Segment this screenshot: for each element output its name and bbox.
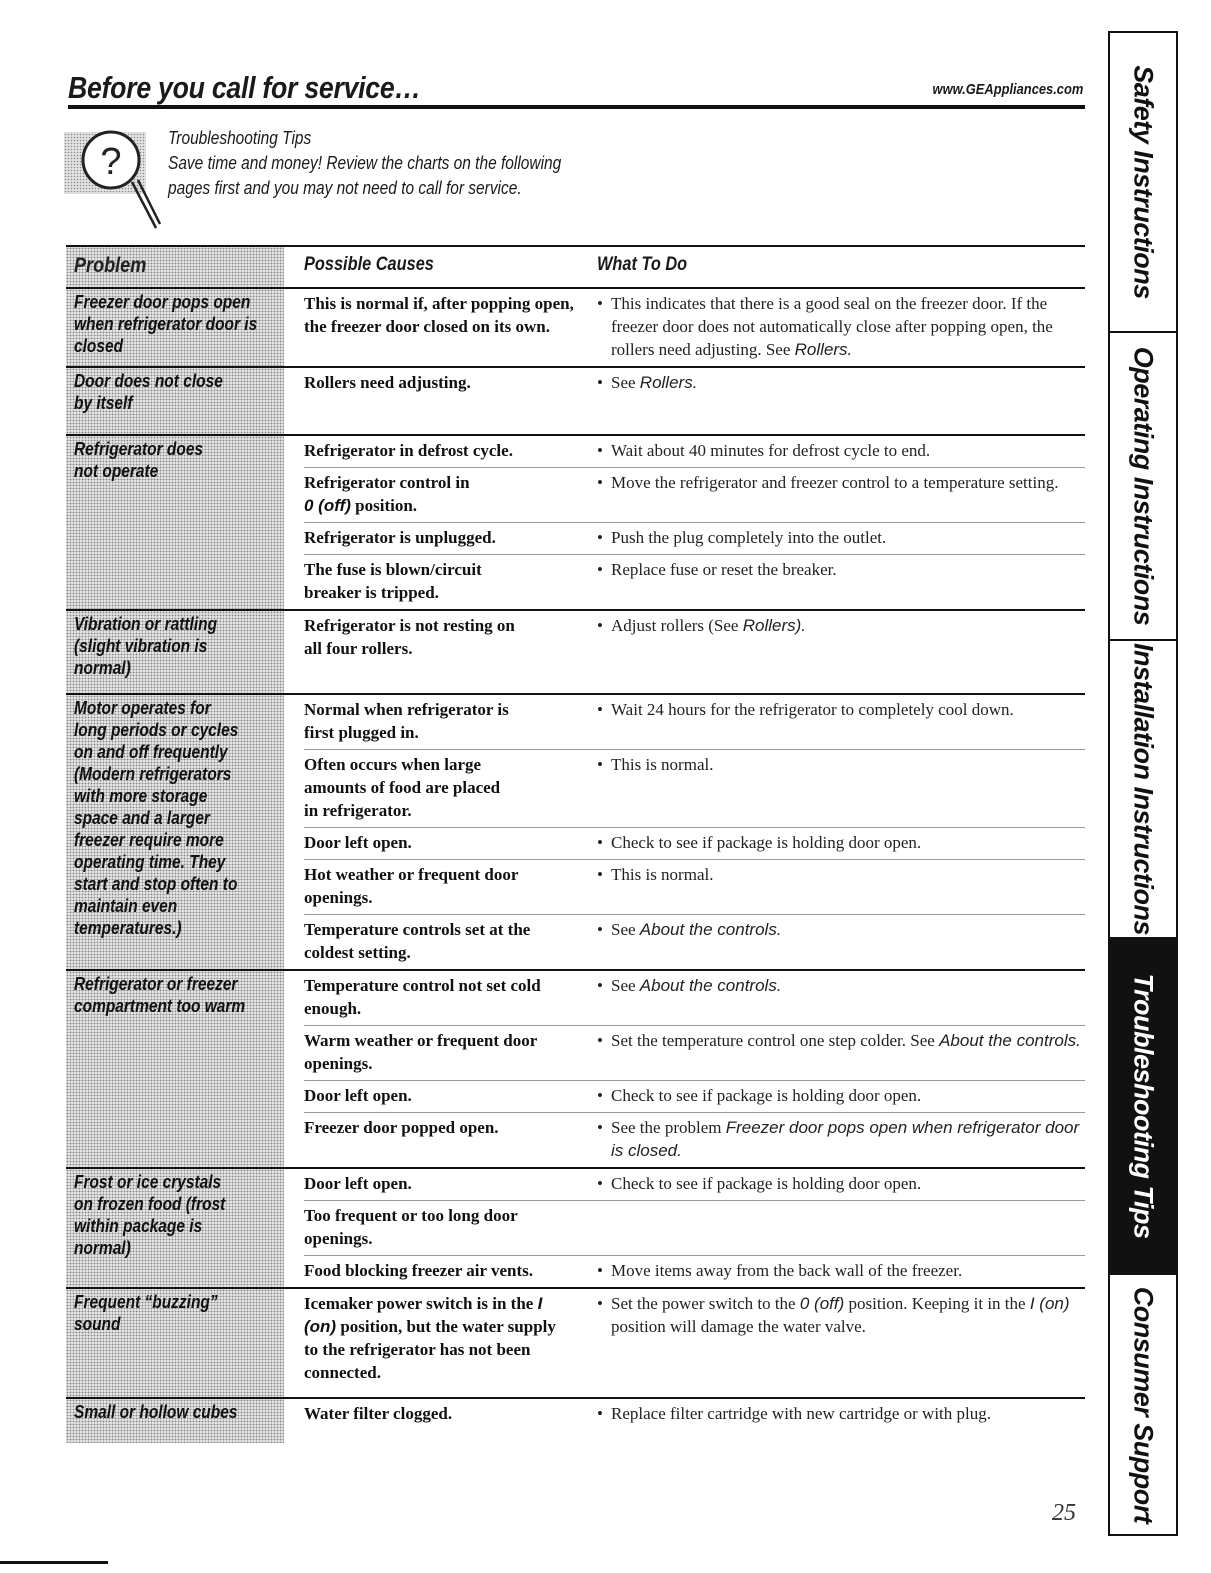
cause-row bbox=[304, 827, 1085, 859]
bullet-icon: • bbox=[597, 700, 603, 719]
bullet-icon: • bbox=[597, 373, 603, 392]
page-title: Before you call for service… bbox=[68, 70, 421, 105]
bullet-icon: • bbox=[597, 1404, 603, 1423]
table-row bbox=[66, 611, 1085, 695]
cause-text: This is normal if, after popping open, the freezer door closed on its own. bbox=[304, 294, 574, 336]
cause-text: Warm weather or frequent door openings. bbox=[304, 1031, 537, 1073]
table-row bbox=[66, 289, 1085, 368]
problem-label: Frequent “buzzing” sound bbox=[74, 1292, 218, 1334]
bullet-icon: • bbox=[597, 1118, 603, 1137]
todo-text: Move the refrigerator and freezer control to a temperature setting. bbox=[611, 473, 1059, 492]
bullet-icon: • bbox=[597, 294, 603, 313]
todo-text: Replace filter cartridge with new cartridge or with plug. bbox=[611, 1404, 991, 1423]
todo-text: Push the plug completely into the outlet. bbox=[611, 528, 887, 547]
table-header-row bbox=[66, 245, 1085, 289]
header-rule bbox=[68, 105, 1085, 109]
todo-text bbox=[597, 1204, 1085, 1250]
tab-consumer-support[interactable] bbox=[1110, 1275, 1176, 1534]
todo-text: This indicates that there is a good seal on the freezer door. If the freezer door does not automatically close after popping open, the rollers need adjusting. See bbox=[611, 294, 1053, 359]
troubleshooting-table bbox=[66, 245, 1085, 1443]
cause-row bbox=[304, 368, 1085, 399]
todo-text: Check to see if package is holding door open. bbox=[611, 1174, 922, 1193]
cause-row bbox=[304, 436, 1085, 467]
todo-text: Wait 24 hours for the refrigerator to completely cool down. bbox=[611, 700, 1014, 719]
todo-reference: Freezer door pops open when refrigerator door is closed. bbox=[611, 1118, 1080, 1160]
cause-text: Often occurs when large amounts of food are placed in refrigerator. bbox=[304, 755, 501, 820]
bullet-icon: • bbox=[597, 616, 603, 635]
bullet-icon: • bbox=[597, 1174, 603, 1193]
cause-text: Hot weather or frequent door openings. bbox=[304, 865, 519, 907]
todo-reference-2: I (on) bbox=[1029, 1294, 1070, 1313]
cause-text: Freezer door popped open. bbox=[304, 1118, 499, 1137]
cause-text: Normal when refrigerator is first plugged in. bbox=[304, 700, 509, 742]
todo-text: Check to see if package is holding door open. bbox=[611, 833, 922, 852]
tab-troubleshooting-tips[interactable] bbox=[1110, 939, 1176, 1275]
todo-reference: 0 (off) bbox=[799, 1294, 845, 1313]
todo-reference: Rollers). bbox=[742, 616, 807, 635]
cause-tail: position, but the water supply to the refrigerator has not been connected. bbox=[304, 1317, 556, 1382]
cause-text: Icemaker power switch is in the bbox=[304, 1294, 534, 1313]
cause-text: Door left open. bbox=[304, 1174, 412, 1193]
table-row bbox=[66, 368, 1085, 436]
cause-text: Temperature control not set cold enough. bbox=[304, 976, 541, 1018]
bullet-icon: • bbox=[597, 1261, 603, 1280]
todo-text: Move items away from the back wall of the freezer. bbox=[611, 1261, 963, 1280]
todo-text: See the problem bbox=[611, 1118, 722, 1137]
bullet-icon: • bbox=[597, 755, 603, 774]
tab-installation-instructions[interactable] bbox=[1110, 641, 1176, 939]
problem-label: Motor operates for long periods or cycles on and off frequently (Modern refrigerators with more storage space and a larger freezer require more operating time. They start and stop often to maintain even temperatures.) bbox=[74, 698, 239, 938]
cause-tail: position. bbox=[355, 496, 418, 515]
bullet-icon: • bbox=[597, 976, 603, 995]
todo-reference: Rollers. bbox=[794, 340, 853, 359]
bullet-icon: • bbox=[597, 560, 603, 579]
todo-text: Adjust rollers (See bbox=[611, 616, 739, 635]
cause-row bbox=[304, 467, 1085, 522]
cause-text: Refrigerator in defrost cycle. bbox=[304, 441, 513, 460]
problem-label: Refrigerator or freezer compartment too warm bbox=[74, 974, 246, 1016]
todo-reference: Rollers. bbox=[639, 373, 698, 392]
todo-reference: About the controls. bbox=[639, 920, 782, 939]
bullet-icon: • bbox=[597, 441, 603, 460]
section-tabs bbox=[1108, 31, 1178, 1536]
tab-label: Installation Instructions bbox=[1128, 642, 1159, 936]
cause-row bbox=[304, 859, 1085, 914]
cause-text: Refrigerator is unplugged. bbox=[304, 528, 496, 547]
bullet-icon: • bbox=[597, 833, 603, 852]
bullet-icon: • bbox=[597, 865, 603, 884]
cause-row bbox=[304, 971, 1085, 1025]
cause-row bbox=[304, 611, 1085, 665]
problem-header: Problem bbox=[74, 254, 147, 277]
intro-line-3: pages first and you may not need to call for service. bbox=[168, 178, 522, 198]
cause-row bbox=[304, 289, 1085, 366]
cause-text: Rollers need adjusting. bbox=[304, 373, 471, 392]
todo-text: See bbox=[611, 373, 636, 392]
todo-header: What To Do bbox=[597, 254, 688, 275]
tab-operating-instructions[interactable] bbox=[1110, 333, 1176, 641]
problem-header-cell bbox=[66, 247, 284, 287]
site-url[interactable]: www.GEAppliances.com bbox=[932, 81, 1083, 98]
todo-text: Set the power switch to the bbox=[611, 1294, 796, 1313]
todo-reference: About the controls. bbox=[939, 1031, 1081, 1050]
bullet-icon: • bbox=[597, 1294, 603, 1313]
todo-tail: position. Keeping it in the bbox=[848, 1294, 1026, 1313]
bullet-icon: • bbox=[597, 528, 603, 547]
todo-text: See bbox=[611, 976, 636, 995]
todo-text: Check to see if package is holding door open. bbox=[611, 1086, 922, 1105]
cause-row bbox=[304, 749, 1085, 827]
todo-text: Replace fuse or reset the breaker. bbox=[611, 560, 837, 579]
tab-label: Consumer Support bbox=[1128, 1286, 1159, 1523]
cause-row bbox=[304, 914, 1085, 969]
problem-label: Frost or ice crystals on frozen food (frost within package is normal) bbox=[74, 1172, 226, 1258]
cause-reference: 0 (off) bbox=[304, 496, 351, 515]
cause-row bbox=[304, 554, 1085, 609]
intro-line-2: Save time and money! Review the charts on the following bbox=[168, 153, 562, 173]
cause-row bbox=[304, 1399, 1085, 1430]
table-row bbox=[66, 1399, 1085, 1443]
cause-text: Food blocking freezer air vents. bbox=[304, 1261, 534, 1280]
tab-label: Troubleshooting Tips bbox=[1128, 973, 1159, 1239]
causes-header: Possible Causes bbox=[304, 254, 434, 275]
problem-label: Small or hollow cubes bbox=[74, 1402, 238, 1422]
tab-label: Operating Instructions bbox=[1128, 346, 1159, 626]
cause-row bbox=[304, 522, 1085, 554]
todo-text: See bbox=[611, 920, 636, 939]
problem-label: Freezer door pops open when refrigerator door is closed bbox=[74, 292, 258, 356]
cause-row bbox=[304, 1112, 1085, 1167]
tab-label: Safety Instructions bbox=[1128, 65, 1159, 299]
cause-row bbox=[304, 695, 1085, 749]
cause-row bbox=[304, 1080, 1085, 1112]
problem-label: Refrigerator does not operate bbox=[74, 439, 204, 481]
cause-row bbox=[304, 1169, 1085, 1200]
table-row bbox=[66, 695, 1085, 971]
svg-text:?: ? bbox=[100, 141, 122, 183]
cause-text: Door left open. bbox=[304, 1086, 412, 1105]
cause-text: Refrigerator control in bbox=[304, 473, 470, 492]
cause-row bbox=[304, 1255, 1085, 1287]
tab-safety-instructions[interactable] bbox=[1110, 33, 1176, 333]
footer-mark bbox=[0, 1561, 108, 1564]
table-row bbox=[66, 1289, 1085, 1399]
todo-text: This is normal. bbox=[611, 755, 714, 774]
todo-text: Set the temperature control one step colder. See bbox=[611, 1031, 935, 1050]
todo-text: Wait about 40 minutes for defrost cycle to end. bbox=[611, 441, 931, 460]
table-row bbox=[66, 1169, 1085, 1289]
cause-row bbox=[304, 1200, 1085, 1255]
bullet-icon: • bbox=[597, 1086, 603, 1105]
cause-row bbox=[304, 1025, 1085, 1080]
cause-text: Temperature controls set at the coldest setting. bbox=[304, 920, 531, 962]
todo-text: This is normal. bbox=[611, 865, 714, 884]
problem-label: Vibration or rattling (slight vibration is normal) bbox=[74, 614, 218, 678]
table-row bbox=[66, 971, 1085, 1169]
table-row bbox=[66, 436, 1085, 611]
cause-text: Door left open. bbox=[304, 833, 412, 852]
cause-text: Refrigerator is not resting on all four rollers. bbox=[304, 616, 515, 658]
cause-text: Water filter clogged. bbox=[304, 1404, 453, 1423]
cause-text: The fuse is blown/circuit breaker is tripped. bbox=[304, 560, 482, 602]
problem-label: Door does not close by itself bbox=[74, 371, 223, 413]
intro-title: Troubleshooting Tips bbox=[168, 128, 312, 148]
todo-reference: About the controls. bbox=[639, 976, 782, 995]
bullet-icon: • bbox=[597, 1031, 603, 1050]
bullet-icon: • bbox=[597, 920, 603, 939]
question-magnifier-icon bbox=[64, 124, 164, 234]
todo-tail-2: position will damage the water valve. bbox=[611, 1317, 866, 1336]
cause-text: Too frequent or too long door openings. bbox=[304, 1206, 518, 1248]
cause-row bbox=[304, 1289, 1085, 1389]
cause-reference: I (on) bbox=[304, 1294, 543, 1336]
page-number: 25 bbox=[1052, 1500, 1076, 1526]
bullet-icon: • bbox=[597, 473, 603, 492]
